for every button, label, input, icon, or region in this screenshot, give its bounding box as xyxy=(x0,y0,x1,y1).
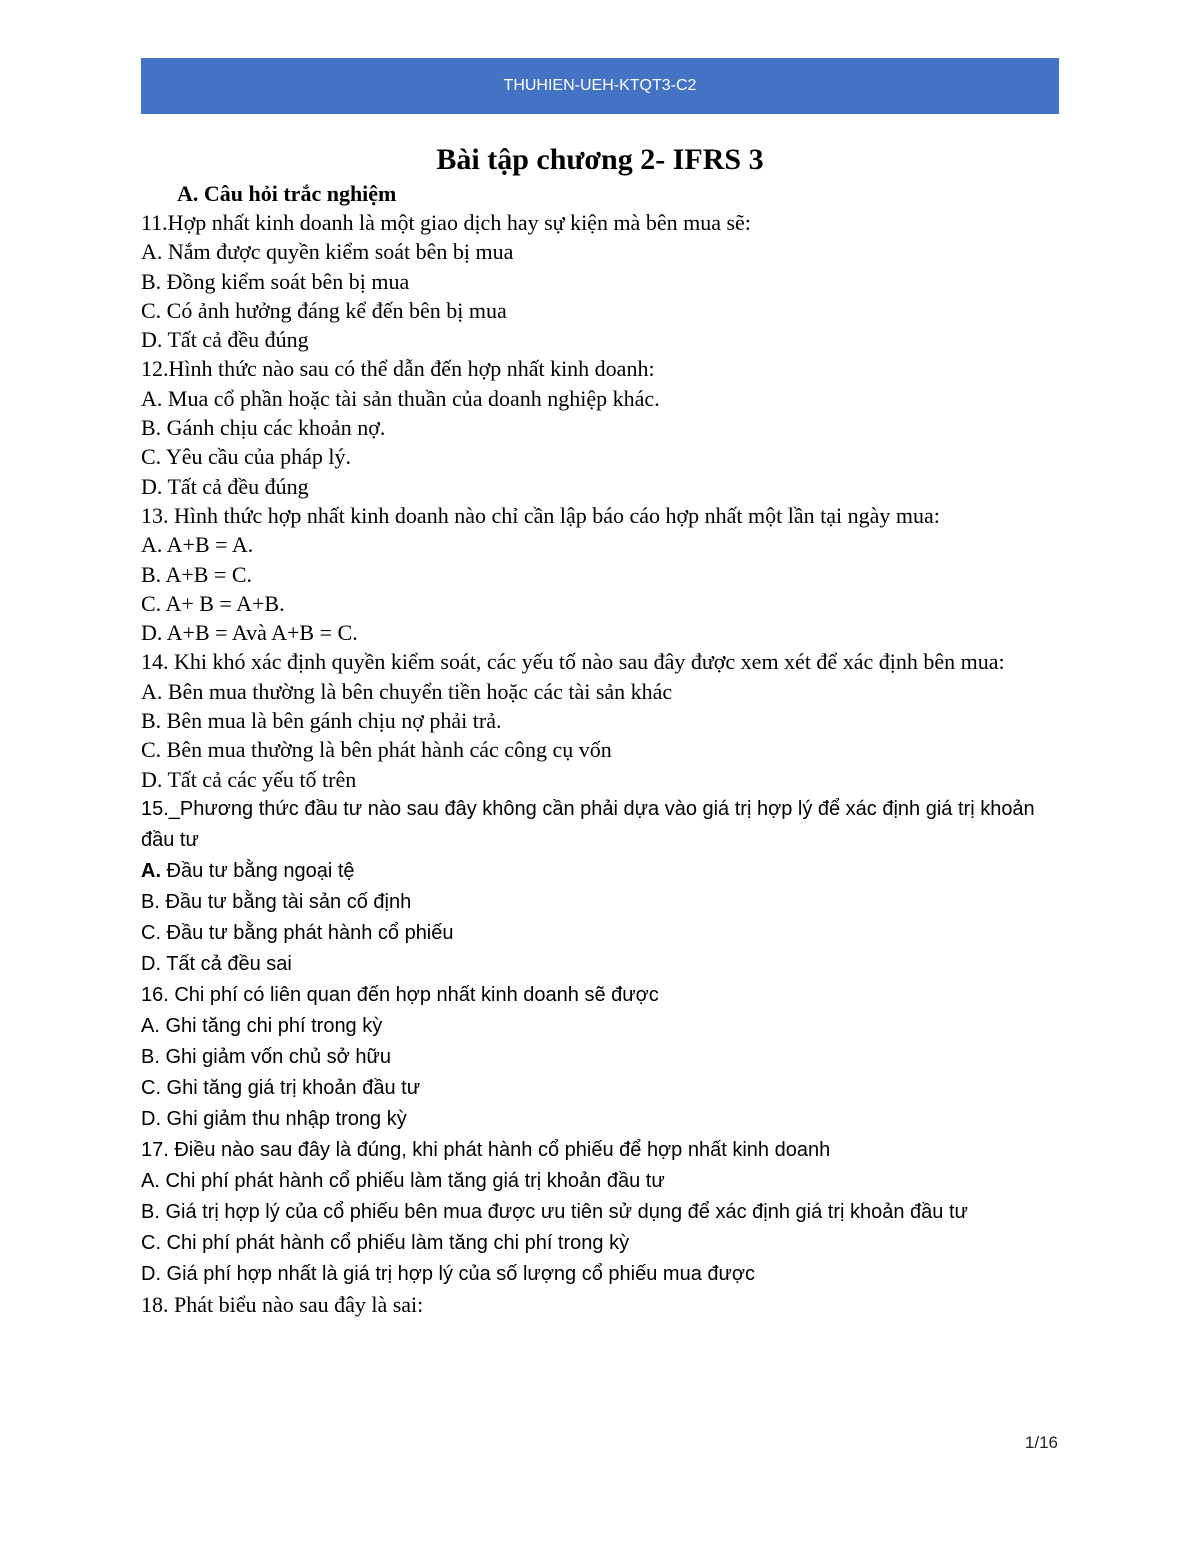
option-15-a-text: Đầu tư bằng ngoại tệ xyxy=(161,859,355,882)
option-12-b: B. Gánh chịu các khoản nợ. xyxy=(141,415,386,441)
option-17-c: C. Chi phí phát hành cổ phiếu làm tăng chi phí trong kỳ xyxy=(141,1231,630,1254)
question-12: 12.Hình thức nào sau có thể dẫn đến hợp nhất kinh doanh: xyxy=(141,356,655,382)
document-body xyxy=(141,140,1059,1319)
option-11-b: B. Đồng kiểm soát bên bị mua xyxy=(141,268,410,294)
header-text: THUHIEN-UEH-KTQT3-C2 xyxy=(503,77,697,94)
header-band xyxy=(141,58,1059,114)
option-16-b: B. Ghi giảm vốn chủ sở hữu xyxy=(141,1045,391,1068)
section-heading: A. Câu hỏi trắc nghiệm xyxy=(177,181,397,206)
option-14-d: D. Tất cả các yếu tố trên xyxy=(141,766,357,792)
option-14-b: B. Bên mua là bên gánh chịu nợ phải trả. xyxy=(141,708,502,734)
question-14: 14. Khi khó xác định quyền kiểm soát, các yếu tố nào sau đây được xem xét để xác định bên mua: xyxy=(141,649,1005,675)
option-14-a: A. Bên mua thường là bên chuyển tiền hoặc các tài sản khác xyxy=(141,678,673,704)
option-13-d: D. A+B = Avà A+B = C. xyxy=(141,620,358,646)
option-13-c: C. A+ B = A+B. xyxy=(141,590,285,616)
option-15-a-label: A. xyxy=(141,859,161,882)
question-11: 11.Hợp nhất kinh doanh là một giao dịch hay sự kiện mà bên mua sẽ: xyxy=(141,210,751,235)
option-17-d: D. Giá phí hợp nhất là giá trị hợp lý của số lượng cổ phiếu mua được xyxy=(141,1262,755,1285)
option-15-a xyxy=(141,856,1059,887)
option-14-c: C. Bên mua thường là bên phát hành các công cụ vốn xyxy=(141,737,612,763)
option-11-c: C. Có ảnh hưởng đáng kể đến bên bị mua xyxy=(141,297,507,323)
option-16-d: D. Ghi giảm thu nhập trong kỳ xyxy=(141,1107,407,1130)
option-17-a: A. Chi phí phát hành cổ phiếu làm tăng giá trị khoản đầu tư xyxy=(141,1169,665,1192)
option-16-c: C. Ghi tăng giá trị khoản đầu tư xyxy=(141,1076,421,1099)
document-title: Bài tập chương 2- IFRS 3 xyxy=(436,143,764,176)
option-12-c: C. Yêu cầu của pháp lý. xyxy=(141,444,351,470)
option-12-d: D. Tất cả đều đúng xyxy=(141,473,309,499)
option-13-b: B. A+B = C. xyxy=(141,561,253,587)
option-11-a: A. Nắm được quyền kiểm soát bên bị mua xyxy=(141,239,514,265)
option-15-c: C. Đầu tư bằng phát hành cổ phiếu xyxy=(141,921,454,944)
question-16: 16. Chi phí có liên quan đến hợp nhất kinh doanh sẽ được xyxy=(141,983,659,1006)
option-16-a: A. Ghi tăng chi phí trong kỳ xyxy=(141,1014,383,1037)
question-13: 13. Hình thức hợp nhất kinh doanh nào chỉ cần lập báo cáo hợp nhất một lần tại ngày mua: xyxy=(141,502,940,528)
option-11-d: D. Tất cả đều đúng xyxy=(141,327,309,353)
option-17-b: B. Giá trị hợp lý của cổ phiếu bên mua được ưu tiên sử dụng để xác định giá trị khoản đầu tư xyxy=(141,1200,968,1223)
option-15-d: D. Tất cả đều sai xyxy=(141,952,292,975)
option-12-a: A. Mua cổ phần hoặc tài sản thuần của doanh nghiệp khác. xyxy=(141,385,660,411)
option-13-a: A. A+B = A. xyxy=(141,532,254,558)
question-15: 15._Phương thức đầu tư nào sau đây không cần phải dựa vào giá trị hợp lý để xác định giá trị khoản đầu tư xyxy=(141,797,1035,851)
option-15-b: B. Đầu tư bằng tài sản cố định xyxy=(141,890,412,913)
question-18: 18. Phát biểu nào sau đây là sai: xyxy=(141,1291,424,1317)
question-17: 17. Điều nào sau đây là đúng, khi phát hành cổ phiếu để hợp nhất kinh doanh xyxy=(141,1138,831,1161)
page-number: 1/16 xyxy=(1024,1433,1058,1452)
